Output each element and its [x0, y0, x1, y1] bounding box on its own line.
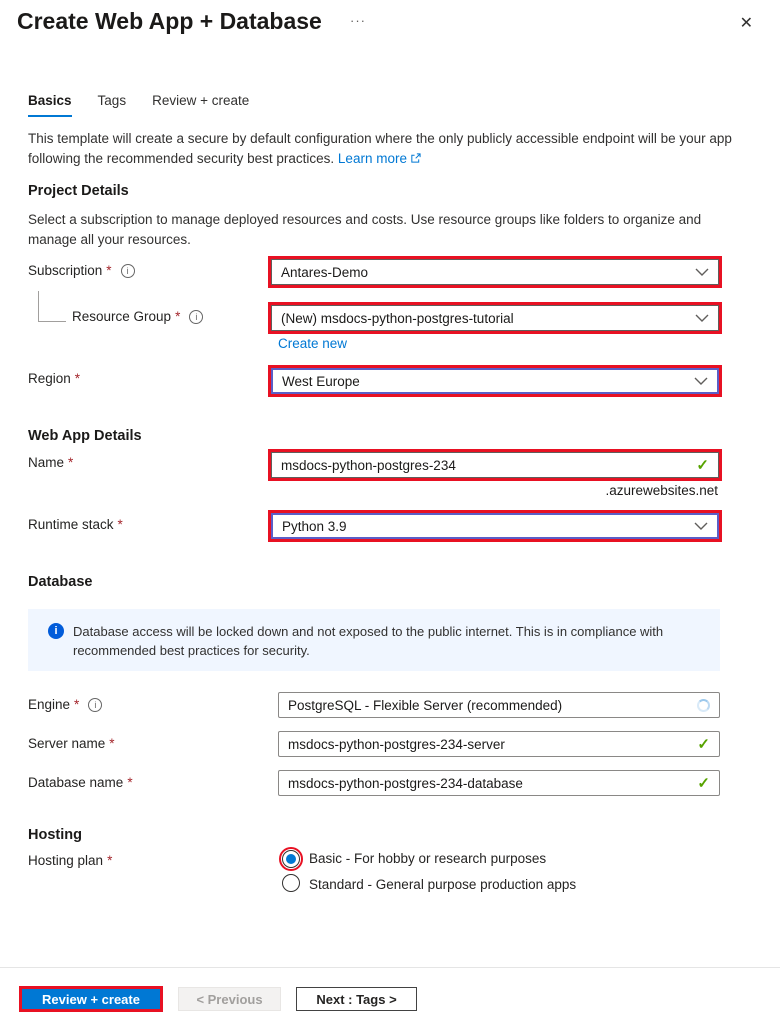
hosting-plan-standard-radio[interactable]: [282, 874, 300, 892]
info-filled-icon: i: [48, 623, 64, 639]
tab-tags[interactable]: Tags: [97, 93, 127, 108]
runtime-stack-annotation-box: [268, 510, 722, 542]
server-name-label: Server name *: [28, 736, 115, 751]
banner-text: Database access will be locked down and not exposed to the public internet. This is in compliance with recommended best practices for security.: [73, 624, 664, 658]
region-annotation-box: [268, 365, 722, 397]
name-annotation-box: [268, 449, 722, 481]
chevron-down-icon: [695, 268, 709, 277]
database-info-banner: [28, 609, 720, 671]
required-mark: *: [74, 697, 80, 712]
database-heading: Database: [28, 574, 93, 590]
runtime-stack-dropdown[interactable]: Python 3.9: [271, 513, 719, 539]
web-app-details-heading: Web App Details: [28, 428, 142, 444]
footer-divider: [0, 967, 780, 968]
required-mark: *: [107, 853, 113, 868]
tab-basics[interactable]: Basics: [28, 93, 72, 117]
chevron-down-icon: [695, 314, 709, 323]
required-mark: *: [74, 371, 81, 386]
resource-group-annotation-box: [268, 302, 722, 334]
hosting-heading: Hosting: [28, 827, 82, 843]
previous-button[interactable]: < Previous: [178, 987, 281, 1011]
subscription-dropdown[interactable]: Antares-Demo: [271, 259, 719, 285]
template-description-text: This template will create a secure by default configuration where the only publicly accessible endpoint will be your app following the recommended security best practices.: [28, 131, 732, 166]
region-label: Region *: [28, 371, 81, 386]
domain-suffix: .azurewebsites.net: [605, 483, 718, 498]
required-mark: *: [175, 309, 181, 324]
name-input[interactable]: msdocs-python-postgres-234 ✓: [271, 452, 719, 478]
wizard-tabs: [28, 93, 249, 117]
engine-label: Engine * i: [28, 697, 102, 712]
chevron-down-icon: [694, 377, 708, 386]
template-description: [28, 129, 734, 169]
required-mark: *: [109, 736, 115, 751]
info-icon[interactable]: i: [88, 698, 102, 712]
hosting-plan-standard-label[interactable]: Standard - General purpose production apps: [309, 877, 577, 892]
database-name-input[interactable]: msdocs-python-postgres-234-database ✓: [278, 770, 720, 796]
server-name-input[interactable]: msdocs-python-postgres-234-server ✓: [278, 731, 720, 757]
resource-group-dropdown[interactable]: (New) msdocs-python-postgres-tutorial: [271, 305, 719, 331]
resource-group-label: Resource Group * i: [72, 309, 203, 324]
learn-more-link[interactable]: Learn more: [337, 150, 407, 166]
radio-selected-dot: [286, 854, 296, 864]
required-mark: *: [106, 263, 112, 278]
tree-connector-line: [38, 291, 66, 322]
engine-field[interactable]: PostgreSQL - Flexible Server (recommended): [278, 692, 720, 718]
region-dropdown[interactable]: West Europe: [271, 368, 719, 394]
tab-review-create[interactable]: Review + create: [152, 93, 250, 108]
review-create-annotation-box: [19, 986, 163, 1012]
create-new-link[interactable]: Create new: [278, 336, 348, 351]
name-label: Name *: [28, 455, 74, 470]
runtime-stack-label: Runtime stack *: [28, 517, 123, 532]
loading-spinner-icon: [697, 699, 710, 712]
required-mark: *: [117, 517, 123, 532]
more-options-icon[interactable]: ···: [350, 13, 366, 28]
close-icon[interactable]: ✕: [739, 15, 753, 32]
hosting-plan-basic-label[interactable]: Basic - For hobby or research purposes: [309, 851, 547, 866]
info-icon[interactable]: i: [121, 264, 135, 278]
info-icon[interactable]: i: [189, 310, 203, 324]
page-title: Create Web App + Database: [17, 8, 322, 34]
hosting-plan-label: Hosting plan *: [28, 853, 113, 868]
subscription-label: Subscription * i: [28, 263, 135, 278]
subscription-annotation-box: [268, 256, 722, 288]
next-tags-button[interactable]: Next : Tags >: [296, 987, 417, 1011]
chevron-down-icon: [694, 522, 708, 531]
project-details-heading: Project Details: [28, 183, 129, 199]
valid-check-icon: ✓: [697, 775, 710, 792]
valid-check-icon: ✓: [696, 457, 709, 474]
review-create-button[interactable]: Review + create: [22, 989, 160, 1009]
radio-annotation-ring: [279, 847, 303, 871]
external-link-icon: [410, 150, 421, 170]
required-mark: *: [127, 775, 133, 790]
required-mark: *: [68, 455, 74, 470]
project-details-description: Select a subscription to manage deployed resources and costs. Use resource groups like folders to organize and manage all your resources.: [28, 212, 702, 247]
hosting-plan-basic-radio[interactable]: [282, 850, 300, 868]
valid-check-icon: ✓: [697, 736, 710, 753]
database-name-label: Database name *: [28, 775, 133, 790]
